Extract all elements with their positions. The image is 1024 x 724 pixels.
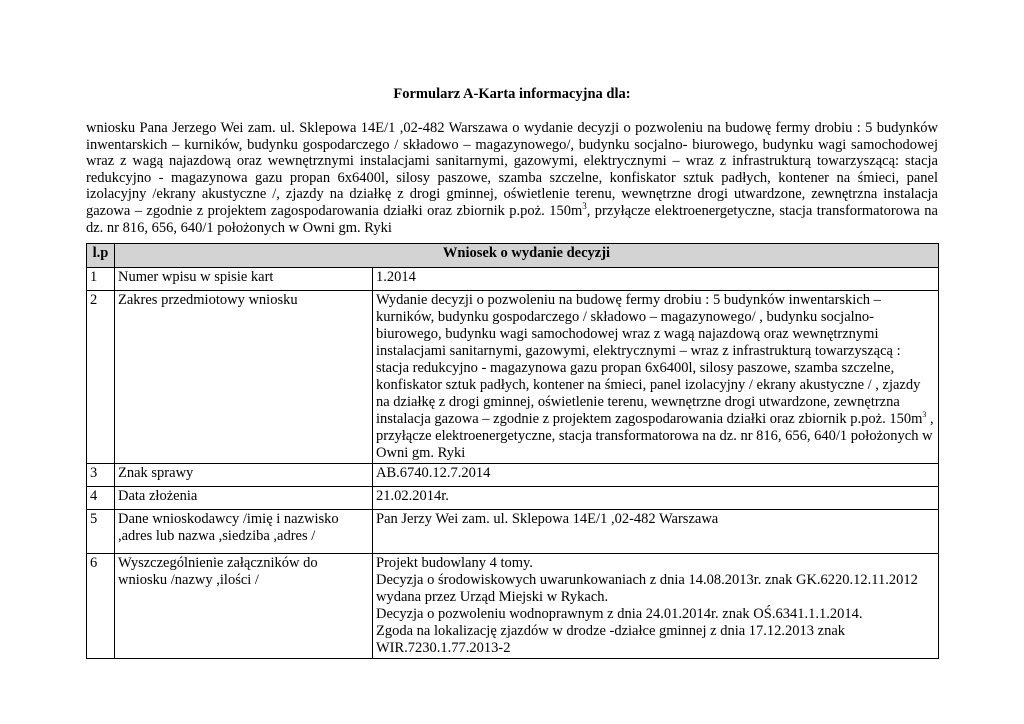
table-row: [87, 464, 939, 487]
row-value: 21.02.2014r.: [373, 487, 939, 510]
row-value: AB.6740.12.7.2014: [373, 464, 939, 487]
row-value: [373, 554, 939, 659]
intro-superscript: 3: [582, 201, 587, 212]
row-value-superscript: 3: [922, 410, 927, 420]
row-label: Dane wnioskodawcy /imię i nazwisko ,adres lub nazwa ,siedziba ,adres /: [115, 510, 373, 554]
table-row: [87, 268, 939, 291]
row-number: 4: [87, 487, 115, 510]
table-row: [87, 510, 939, 554]
attachment-line: Decyzja o środowiskowych uwarunkowaniach z dnia 14.08.2013r. znak GK.6220.12.11.2012 wydana przez Urząd Miejski w Rykach.: [376, 572, 918, 605]
row-value-text-continued: , przyłącze elektroenergetyczne, stacja transformatorowa na dz. nr 816, 656, 640/1 położonych w Owni gm. Ryki: [376, 411, 934, 461]
row-value: [373, 291, 939, 464]
row-number: 1: [87, 268, 115, 291]
intro-text: wniosku Pana Jerzego Wei zam. ul. Sklepowa 14E/1 ,02-482 Warszawa o wydanie decyzji o pozwoleniu na budowę fermy drobiu : 5 budynków inwentarskich – kurników, budynku gospodarczego / składowo – magazynowego/, budynku socjalno- biurowego, budynku wagi samochodowej wraz z wagą najazdową oraz wewnętrznymi instalacjami sanitarnymi, gazowymi, elektrycznymi – wraz z infrastrukturą towarzyszącą: stacja redukcyjno - magazynowa gazu propan 6x6400l, silosy paszowe, szamba szczelne, konfiskator sztuk padłych, kontener na śmieci, panel izolacyjny /ekrany akustyczne /, zjazdy na działkę z drogi gminnej, oświetlenie terenu, wewnętrzne drogi utwardzone, zewnętrzna instalacja gazowa – zgodnie z projektem zagospodarowania działki oraz zbiornik p.poż. 150m: [86, 120, 938, 219]
row-number: 6: [87, 554, 115, 659]
row-number: 2: [87, 291, 115, 464]
row-label: Znak sprawy: [115, 464, 373, 487]
row-label: Numer wpisu w spisie kart: [115, 268, 373, 291]
row-value: 1.2014: [373, 268, 939, 291]
row-label: Zakres przedmiotowy wniosku: [115, 291, 373, 464]
row-number: 3: [87, 464, 115, 487]
intro-text-continued: , przyłącze elektroenergetyczne, stacja transformatorowa na dz. nr 816, 656, 640/1 położonych w Owni gm. Ryki: [86, 202, 938, 236]
attachment-line: Projekt budowlany 4 tomy.: [376, 555, 533, 571]
table-row: [87, 291, 939, 464]
application-table: [86, 243, 939, 659]
row-value: Pan Jerzy Wei zam. ul. Sklepowa 14E/1 ,02-482 Warszawa: [373, 510, 939, 554]
intro-paragraph: [86, 120, 938, 236]
row-label: Wyszczególnienie załączników do wniosku /nazwy ,ilości /: [115, 554, 373, 659]
attachment-line: Decyzja o pozwoleniu wodnoprawnym z dnia 24.01.2014r. znak OŚ.6341.1.1.2014.: [376, 606, 863, 622]
page-title: Formularz A-Karta informacyjna dla:: [393, 86, 631, 102]
header-lp: l.p: [87, 244, 115, 268]
row-label: Data złożenia: [115, 487, 373, 510]
attachment-line: Zgoda na lokalizację zjazdów w drodze -działce gminnej z dnia 17.12.2013 znak WIR.7230.1.77.2013-2: [376, 623, 846, 656]
row-number: 5: [87, 510, 115, 554]
table-row: [87, 487, 939, 510]
row-value-text: Wydanie decyzji o pozwoleniu na budowę fermy drobiu : 5 budynków inwentarskich – kurników, budynku gospodarczego / składowo – magazynowego/ , budynku socjalno- biurowego, budynku wagi samochodowej wraz z wagą najazdową oraz wewnętrznymi instalacjami sanitarnymi, gazowymi, elektrycznymi – wraz z infrastrukturą towarzyszącą : stacja redukcyjno - magazynowa gazu propan 6x6400l, silosy paszowe, szamba szczelne, konfiskator sztuk padłych, kontener na śmieci, panel izolacyjny / ekrany akustyczne / , zjazdy na działkę z drogi gminnej, oświetlenie terenu, wewnętrzne drogi utwardzone, zewnętrzna instalacja gazowa – zgodnie z projektem zagospodarowania działki oraz zbiornik p.poż. 150m: [376, 292, 923, 427]
table-header-row: [87, 244, 939, 268]
table-row: [87, 554, 939, 659]
header-title: Wniosek o wydanie decyzji: [115, 244, 939, 268]
